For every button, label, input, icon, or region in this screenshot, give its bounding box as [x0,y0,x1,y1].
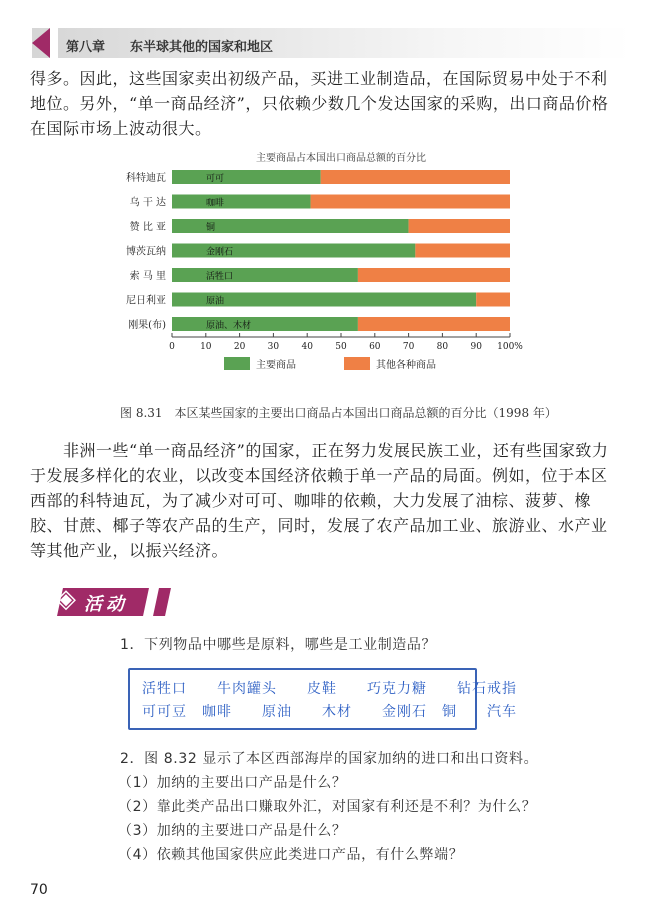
question-1: 1．下列物品中哪些是原料，哪些是工业制造品？ [120,637,437,653]
question-2-part-3: （3）加纳的主要进口产品是什么？ [118,823,347,839]
question-2-part-2: （2）靠此类产品出口赚取外汇，对国家有利还是不利？为什么？ [118,799,537,815]
x-tick-label: 80 [436,342,449,352]
activity-label: 活动 [84,594,128,615]
export-share-chart [110,148,530,396]
paragraph-body: 非洲一些“单一商品经济”的国家，正在努力发展民族工业，还有些国家致力于发展多样化的农业，以改变本国经济依赖于单一产品的局面。例如，位于本区西部的科特迪瓦，为了减少对可可、咖啡的依赖，大力发展了油棕、菠萝、橡胶、甘蔗、椰子等农产品的生产，同时，发展了农产品加工业、旅游业、水产业等其他产业，以振兴经济。 [30,441,609,560]
legend-swatch-1 [344,357,370,370]
bar-main-1 [172,195,311,209]
category-label: 赞 比 亚 [129,222,166,233]
bar-label: 咖啡 [206,198,225,209]
bar-other-1 [311,195,510,209]
x-tick-label: 90 [470,342,482,352]
bar-main-0 [172,170,321,184]
bar-other-4 [358,268,510,282]
category-label: 乌 干 达 [129,197,166,209]
x-tick-label: 50 [335,342,347,352]
bar-other-2 [409,219,510,233]
chart-title: 主要商品占本国出口商品总额的百分比 [256,153,426,164]
legend-swatch-0 [224,357,250,370]
bar-label: 可可 [206,174,225,184]
question-2-part-1: （1）加纳的主要出口产品是什么？ [118,775,347,791]
x-tick-label: 70 [402,342,415,352]
bar-other-0 [321,170,510,184]
page-number: 70 [30,882,48,898]
bar-label: 金刚石 [206,247,234,258]
category-label: 索 马 里 [129,271,166,282]
x-tick-label: 20 [233,342,246,352]
items-row-2: 可可豆 咖啡 原油 木材 金刚石 铜 汽车 [142,704,517,720]
category-label: 博茨瓦纳 [126,246,166,258]
question-2: 2．图 8.32 显示了本区西部海岸的国家加纳的进口和出口资料。 [120,751,539,767]
category-label: 刚果(布) [128,320,166,331]
bar-label: 活牲口 [206,272,234,282]
bar-other-6 [358,317,510,331]
items-row-1: 活牲口 牛肉罐头 皮鞋 巧克力糖 钻石戒指 [142,681,517,697]
globe-icon: ◈ [56,584,76,614]
question-2-part-4: （4）依赖其他国家供应此类进口产品，有什么弊端？ [118,847,464,863]
figure-caption: 图 8.31 本区某些国家的主要出口商品占本国出口商品总额的百分比（1998 年） [120,406,557,420]
chapter-header [32,28,632,58]
chapter-divider [50,28,58,58]
bar-main-6 [172,317,358,331]
x-tick-label: 100% [497,342,523,352]
bar-label: 原油 [206,296,225,307]
bar-main-4 [172,268,358,282]
category-label: 科特迪瓦 [126,173,166,184]
chapter-title: 东半球其他的国家和地区 [130,40,274,55]
x-tick-label: 60 [369,342,381,352]
legend-label: 其他各种商品 [376,360,436,371]
x-tick-label: 30 [267,342,280,352]
chapter-marker [32,28,50,58]
bar-other-5 [476,293,510,307]
chapter-number: 第八章 [66,40,106,55]
bar-other-3 [415,244,510,258]
x-tick-label: 40 [301,342,313,352]
category-label: 尼日利亚 [126,295,166,307]
paragraph-intro: 得多。因此，这些国家卖出初级产品，买进工业制造品，在国际贸易中处于不利地位。另外，“单一商品经济”，只依赖少数几个发达国家的采购，出口商品价格在国际市场上波动很大。 [30,69,609,138]
items-box [128,668,517,730]
legend-label: 主要商品 [256,360,296,371]
x-tick-label: 0 [169,342,175,352]
x-tick-label: 10 [200,342,212,352]
bar-label: 原油、木材 [206,321,252,331]
bar-label: 铜 [206,223,216,233]
